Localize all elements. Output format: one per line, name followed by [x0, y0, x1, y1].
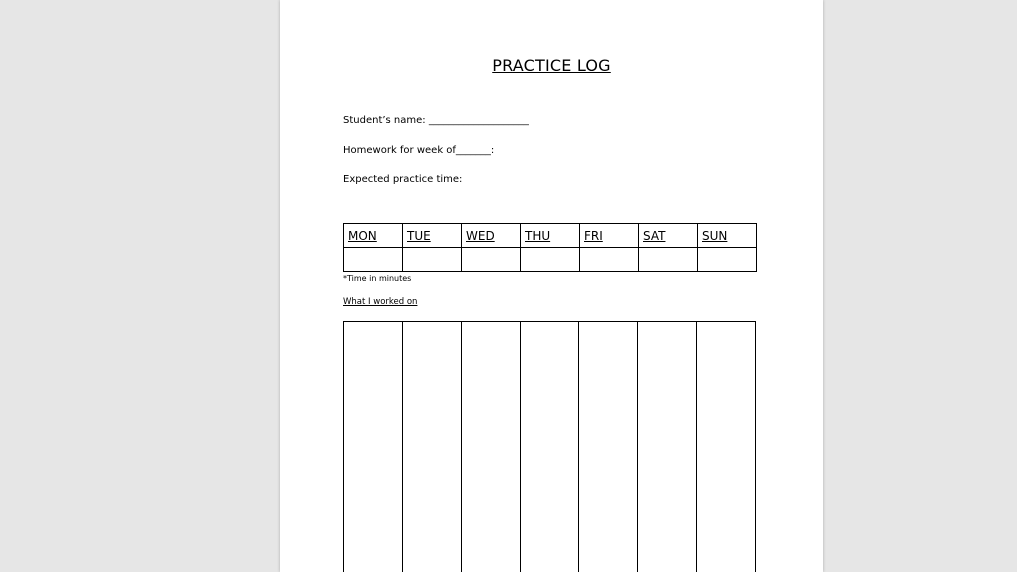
time-note: *Time in minutes [343, 274, 412, 283]
homework-week-field: Homework for week of_______: [343, 145, 495, 156]
worked-on-col-sun [697, 322, 755, 572]
worked-on-col-mon [344, 322, 403, 572]
minutes-cell-tue [403, 248, 462, 272]
minutes-cell-mon [344, 248, 403, 272]
daily-minutes-table [343, 223, 757, 272]
day-header-fri: FRI [580, 224, 639, 248]
minutes-cell-sat [639, 248, 698, 272]
worked-on-col-fri [579, 322, 638, 572]
minutes-cell-wed [462, 248, 521, 272]
worked-on-col-thu [521, 322, 580, 572]
day-header-thu: THU [521, 224, 580, 248]
day-header-sun: SUN [698, 224, 757, 248]
minutes-cell-fri [580, 248, 639, 272]
day-header-mon: MON [344, 224, 403, 248]
day-header-sat: SAT [639, 224, 698, 248]
minutes-cell-thu [521, 248, 580, 272]
worked-on-col-tue [403, 322, 462, 572]
student-name-field: Student’s name: ____________________ [343, 115, 529, 126]
page-title: PRACTICE LOG [492, 56, 611, 75]
day-header-wed: WED [462, 224, 521, 248]
document-page [280, 0, 823, 572]
day-header-row [344, 224, 757, 248]
worked-on-col-sat [638, 322, 697, 572]
worked-on-col-wed [462, 322, 521, 572]
minutes-cell-sun [698, 248, 757, 272]
minutes-row [344, 248, 757, 272]
expected-practice-time-field: Expected practice time: [343, 174, 463, 185]
day-header-tue: TUE [403, 224, 462, 248]
worked-on-heading: What I worked on [343, 297, 418, 307]
worked-on-grid [343, 321, 756, 572]
